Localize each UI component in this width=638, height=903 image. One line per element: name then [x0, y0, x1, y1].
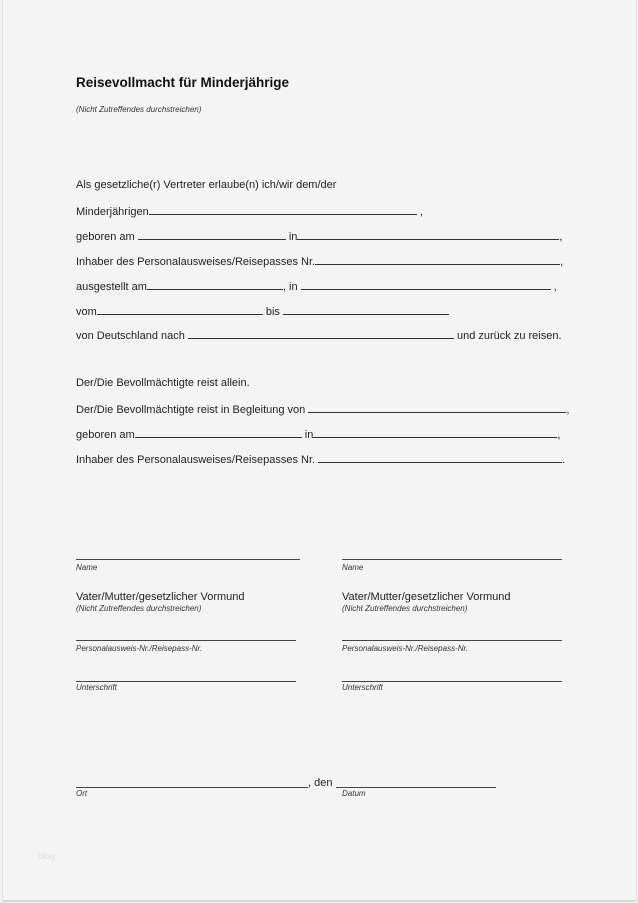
issued-row: ausgestellt am , in , — [76, 281, 557, 293]
right-signature-label: Unterschrift — [342, 683, 383, 692]
passport-row: Inhaber des Personalausweises/Reisepasses Nr. , — [76, 256, 564, 268]
left-name-line[interactable] — [76, 559, 300, 560]
holder-label: Inhaber des Personalausweises/Reisepasses Nr. — [76, 454, 316, 466]
watermark: blog — [38, 851, 56, 861]
holder-label: Inhaber des Personalausweises/Reisepasses Nr. — [76, 256, 316, 268]
right-role-note: (Nicht Zutreffendes durchstreichen) — [342, 604, 468, 613]
left-id-line[interactable] — [76, 640, 296, 641]
right-id-line[interactable] — [342, 640, 562, 641]
minor-name-row: Minderjährigen , — [76, 206, 423, 218]
intro-text: Als gesetzliche(r) Vertreter erlaube(n) ich/wir dem/der — [76, 179, 337, 191]
born-label: geboren am — [76, 429, 135, 441]
right-signature-line[interactable] — [342, 681, 562, 682]
den-label: , den — [308, 777, 333, 789]
return-label: und zurück zu reisen. — [456, 330, 562, 342]
until-label: bis — [265, 306, 280, 318]
issued-label: ausgestellt am — [76, 281, 147, 293]
left-role-note: (Nicht Zutreffendes durchstreichen) — [76, 604, 202, 613]
birth-row: geboren am in , — [76, 231, 563, 243]
destination-row — [76, 328, 562, 343]
minor-label: Minderjährigen — [76, 206, 149, 218]
accompanied-label: Der/Die Bevollmächtigte reist in Begleitung von — [76, 404, 306, 416]
route-label: von Deutschland nach — [76, 330, 185, 342]
birth-place-field[interactable] — [297, 229, 559, 240]
right-name-label: Name — [342, 563, 364, 572]
issue-date-field[interactable] — [147, 279, 283, 290]
accompanied-row: Der/Die Bevollmächtigte reist in Begleitung von , — [76, 404, 570, 416]
passport-number-field[interactable] — [315, 254, 560, 265]
companion-birth-row: geboren am in , — [76, 429, 561, 441]
right-id-label: Personalausweis-Nr./Reisepass-Nr. — [342, 644, 469, 653]
alone-option: Der/Die Bevollmächtigte reist allein. — [76, 377, 250, 389]
companion-birth-date-field[interactable] — [135, 427, 302, 438]
period-row — [76, 304, 449, 319]
companion-passport-row: Inhaber des Personalausweises/Reisepasses Nr. . — [76, 454, 566, 466]
left-signature-line[interactable] — [76, 681, 296, 682]
in-label: in — [304, 429, 314, 441]
place-line[interactable] — [76, 787, 308, 788]
companion-name-field[interactable] — [308, 402, 566, 413]
until-date-field[interactable] — [283, 304, 449, 315]
birth-date-field[interactable] — [138, 229, 286, 240]
instruction-note: (Nicht Zutreffendes durchstreichen) — [76, 105, 202, 114]
companion-birth-place-field[interactable] — [313, 427, 557, 438]
document-title: Reisevollmacht für Minderjährige — [76, 75, 290, 90]
minor-name-field[interactable] — [149, 204, 417, 215]
left-signature-label: Unterschrift — [76, 683, 117, 692]
place-label: Ort — [76, 789, 88, 798]
document-page — [2, 0, 637, 902]
from-date-field[interactable] — [97, 304, 263, 315]
date-label: Datum — [342, 789, 366, 798]
destination-field[interactable] — [188, 328, 454, 339]
companion-passport-field[interactable] — [318, 452, 562, 463]
left-id-label: Personalausweis-Nr./Reisepass-Nr. — [76, 644, 203, 653]
left-role: Vater/Mutter/gesetzlicher Vormund — [76, 591, 245, 603]
left-name-label: Name — [76, 563, 98, 572]
date-line[interactable] — [336, 787, 496, 788]
right-name-line[interactable] — [342, 559, 562, 560]
born-label: geboren am — [76, 231, 135, 243]
from-label: vom — [76, 306, 97, 318]
in-label: in — [288, 231, 298, 243]
right-role: Vater/Mutter/gesetzlicher Vormund — [342, 591, 511, 603]
in-label: , in — [282, 281, 298, 293]
issue-place-field[interactable] — [301, 279, 551, 290]
